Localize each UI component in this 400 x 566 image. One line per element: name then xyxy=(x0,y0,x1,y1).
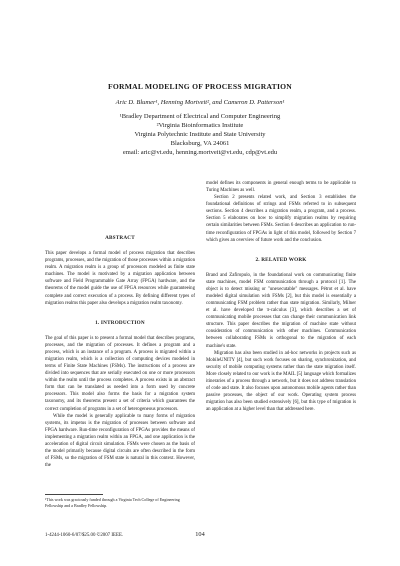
affiliation-line: ²Virginia Bioinformatics Institute xyxy=(156,122,244,130)
related-work-paragraph: Migration has also been studied in ad-hoc networks in projects such as MobileUNITY [4], but such work focuses on sharing, synchronization, and security of mobile computing systems rather than the state migration itself. More closely related to our work is the MAIL [5] language which formalizes itineraries of a process through a network, but it does not address translation of code and state. It also focuses upon autonomous mobile agents rather than passive processes, the object of our work. Operating system process migration has also been studied extensively [6], but this type of migration is an application at a higher level than that addressed here. xyxy=(206,350,356,413)
author-line: Aric D. Blumer¹, Henning Mortveit², and Cameron D. Patterson¹ xyxy=(115,99,285,106)
left-column xyxy=(45,235,195,469)
affiliation-line: Blacksburg, VA 24061 xyxy=(170,140,230,148)
body-paragraph: Section 2 presents related work, and Section 3 establishes the foundational definitions of strings and FSMs referred to in subsequent sections. Section 4 describes a migration realm, a program, and a process. Section 5 elaborates on how to simplify migration realms by requiring certain similarities between FSMs. Section 6 describes an application to run-time reconfiguration of FPGAs in light of this model, followed by Section 7 which gives an overview of future work and the conclusion. xyxy=(206,195,356,243)
affiliation-line: ¹Bradley Department of Electrical and Computer Engineering xyxy=(119,113,281,120)
abstract-text: This paper develops a formal model of process migration that describes programs, processes, and the migration of those processes within a migration realm. A migration realm is a group of processors modeled as finite state machines. The model is motivated by a migration application between software and Field Programmable Gate Array (FPGA) hardware, and the theorems of the model guide the use of FPGA resources while guaranteeing complete and correct execution of a process. By defining different types of migration realms this paper also develops a migration realm taxonomy. xyxy=(45,251,195,306)
footnote-rule xyxy=(45,494,103,495)
paper-title: FORMAL MODELING OF PROCESS MIGRATION xyxy=(107,82,293,91)
introduction-heading: 1. INTRODUCTION xyxy=(95,319,145,326)
affiliation-block xyxy=(0,112,400,157)
related-work-paragraph: Brand and Zafiropulo, in the foundational work on communicating finite state machines, model FSM communication through a protocol [1]. The object is to detect missing or "unexecutable" messages. Pétrot et al. have modeled digital simulation with FSMs [2], but this model is essentially a communicating FSM problem rather than state migration. Similarly, Milner et al. have developed the π-calculus [3], which describes a set of communicating mobile processes that can change their communication link structure. This paper describes the migration of machine state without consideration of communication with other machines. Communication between collaborating FSMs is orthogonal to the migration of each machine's state. xyxy=(206,272,356,349)
abstract-heading: ABSTRACT xyxy=(105,235,135,241)
introduction-paragraph: The goal of this paper is to present a formal model that describes programs, processes, and the migration of processes. It defines a program and a process, which is an instance of a program. A process is migrated within a migration realm, which is a collection of computing devices modeled in terms of Finite State Machines (FSMs). The instructions of a process are divided into sequences that are serially executed on one or more processors within the realm until the process completes. A process exists in an abstract form that can be translated as needed into a form used by concrete processors. This model also forms the basis for a migration system taxonomy, and its theorems present a set of criteria which guarantees the correct completion of programs in a set of heterogeneous processors. xyxy=(45,335,195,412)
footnote: ¹This work was graciously funded through a Virginia Tech College of Engineering Fellowship and a Bradley Fellowship. xyxy=(45,497,180,508)
right-column xyxy=(206,180,356,413)
page-number: 104 xyxy=(195,531,205,538)
related-work-heading: 2. RELATED WORK xyxy=(255,256,307,263)
isbn-footer: 1-4244-1060-6/07/$25.00 ©2007 IEEE. xyxy=(45,533,124,538)
introduction-paragraph: While the model is generally applicable to many forms of migration systems, its impetus is the migration of processes between software and FPGA hardware. Run-time reconfiguration of FPGAs provides the means of implementing a migration realm within an FPGA, and one application is the acceleration of digital circuit simulation. FSMs were chosen as the basis of the model primarily because digital circuits are often described in the form of FSMs, so the migration of FSM state is natural in this context. However, the xyxy=(45,413,195,469)
email-line: email: aric@vt.edu, henning.mortveit@vt.edu, cdp@vt.edu xyxy=(122,149,278,157)
body-paragraph: model defines its components in general enough terms to be applicable to Turing Machines as well. xyxy=(206,181,356,194)
affiliation-line: Virginia Polytechnic Institute and State University xyxy=(134,131,266,139)
